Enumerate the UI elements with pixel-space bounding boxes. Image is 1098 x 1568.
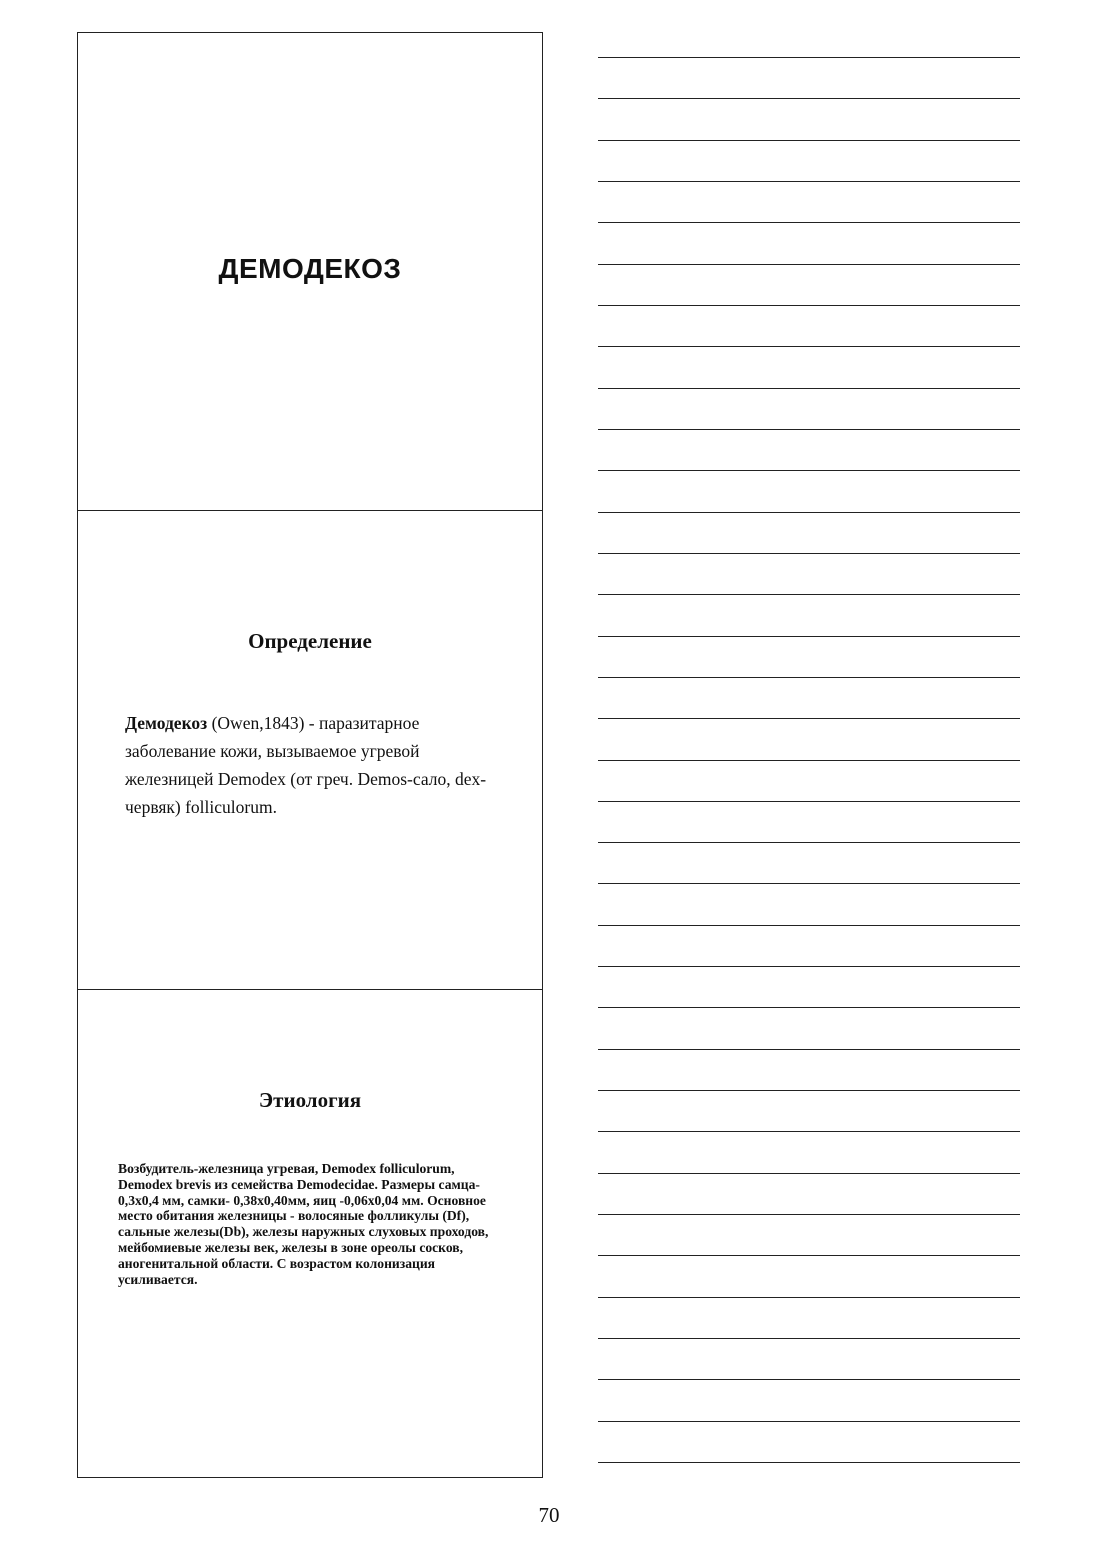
note-line [598, 57, 1020, 58]
note-line [598, 1255, 1020, 1256]
note-line [598, 966, 1020, 967]
note-line [598, 1421, 1020, 1422]
note-line [598, 181, 1020, 182]
note-line [598, 1007, 1020, 1008]
note-line [598, 1297, 1020, 1298]
note-line [598, 760, 1020, 761]
definition-term: Демодекоз [125, 713, 208, 733]
note-line [598, 346, 1020, 347]
note-line [598, 1049, 1020, 1050]
note-line [598, 1214, 1020, 1215]
slide-title-heading: ДЕМОДЕКОЗ [218, 253, 402, 284]
definition-text [125, 709, 505, 821]
note-line [598, 1379, 1020, 1380]
etiology-text: Возбудитель-железница угревая, Demodex folliculorum, Demodex brevis из семейства Demodecidae. Размеры самца- 0,3х0,4 мм, самки- 0,38х0,40мм, яиц -0,06х0,04 мм. Основное место обитания железницы - волосяные фолликулы (Df), сальные железы(Db), железы наружных слуховых проходов, мейбомиевые железы век, железы в зоне ореолы сосков, аногенитальной области. С возрастом колонизация усиливается. [118, 1161, 489, 1287]
slides-column [77, 32, 545, 1478]
note-line [598, 925, 1020, 926]
note-line [598, 801, 1020, 802]
note-line [598, 222, 1020, 223]
slide-title [77, 32, 543, 512]
note-line [598, 388, 1020, 389]
note-line [598, 264, 1020, 265]
note-line [598, 1338, 1020, 1339]
note-line [598, 429, 1020, 430]
note-line [598, 1462, 1020, 1463]
note-line [598, 98, 1020, 99]
note-line [598, 305, 1020, 306]
slide-etiology [77, 989, 543, 1478]
note-line [598, 677, 1020, 678]
note-line [598, 553, 1020, 554]
note-line [598, 594, 1020, 595]
etiology-heading: Этиология [258, 1088, 362, 1112]
note-line [598, 140, 1020, 141]
slide-definition [77, 510, 543, 991]
page-number: 70 [538, 1503, 560, 1527]
note-line [598, 842, 1020, 843]
note-line [598, 883, 1020, 884]
note-line [598, 470, 1020, 471]
note-line [598, 1131, 1020, 1132]
note-line [598, 512, 1020, 513]
note-line [598, 1173, 1020, 1174]
note-line [598, 636, 1020, 637]
definition-heading: Определение [248, 629, 372, 653]
note-line [598, 718, 1020, 719]
definition-body: (Owen,1843) - паразитарное заболевание кожи, вызываемое угревой железницей Demodex (от греч. Demos-сало, dex-червяк) folliculorum. [125, 713, 487, 817]
note-line [598, 1090, 1020, 1091]
notes-lines [598, 0, 1022, 1500]
